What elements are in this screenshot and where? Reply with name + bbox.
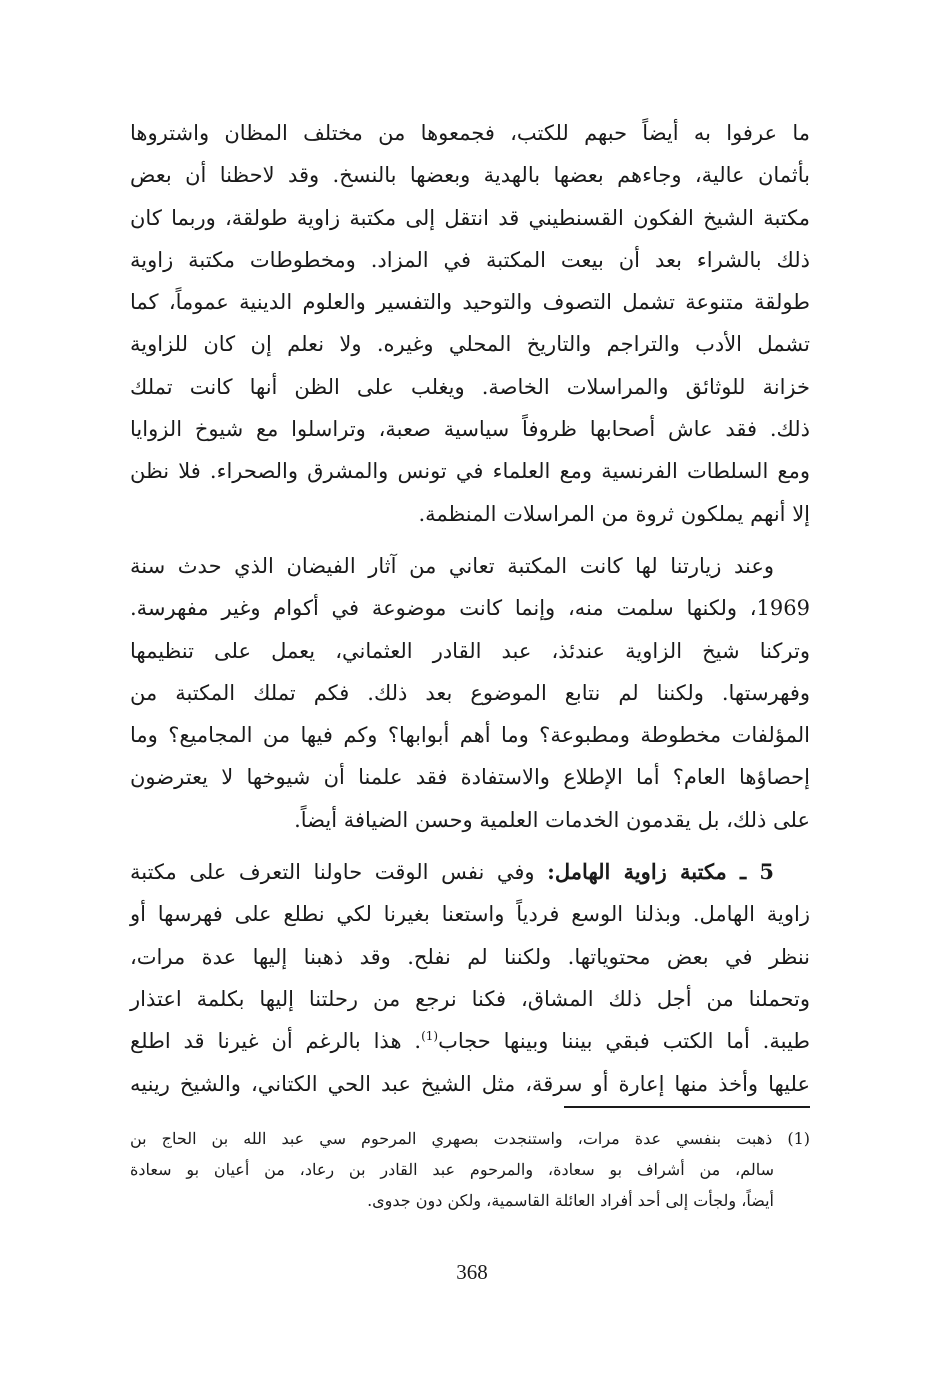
text-line: إلا أنهم يملكون ثروة من المراسلات المنظمة. xyxy=(418,501,810,526)
note-line-before: طيبة. أما الكتب فبقي بيننا وبينها حجاب xyxy=(438,1029,810,1054)
text-line: وتحملنا من أجل ذلك المشاق، فكنا نرجع من رحلتنا إليها بكلمة اعتذار xyxy=(130,986,810,1011)
paragraph-3 xyxy=(130,851,810,1105)
paragraph-2 xyxy=(130,545,810,841)
footnote-reference[interactable]: (1) xyxy=(421,1029,439,1044)
text-line: وتركنا شيخ الزاوية عندئذ، عبد القادر العثماني، يعمل على تنظيمها xyxy=(130,638,810,663)
text-line: عليها وأخذ منها إعارة أو سرقة، مثل الشيخ عبد الحي الكتاني، والشيخ رينيه xyxy=(130,1071,810,1096)
text-line: ذلك بالشراء بعد أن بيعت المكتبة في المزاد. ومخطوطات مكتبة زاوية xyxy=(130,247,810,272)
text-line xyxy=(130,851,810,893)
footnote-block xyxy=(130,1123,810,1216)
text-line: على ذلك، بل يقدمون الخدمات العلمية وحسن الضيافة أيضاً. xyxy=(294,807,810,832)
footnote-line: أيضاً، ولجأت إلى أحد أفراد العائلة القاسمية، ولكن دون جدوى. xyxy=(367,1191,774,1210)
page-body xyxy=(130,112,810,1105)
text-line xyxy=(130,1020,810,1062)
text-line: إحصاؤها العام؟ أما الإطلاع والاستفادة فقد علمنا أن شيوخها لا يعترضون xyxy=(130,765,810,790)
paragraph-gap xyxy=(130,535,810,545)
paragraph-gap xyxy=(130,841,810,851)
footnote-marker: (1) xyxy=(787,1129,810,1148)
note-line-after: . هذا بالرغم أن غيرنا قد اطلع xyxy=(130,1029,422,1054)
text-line: بأثمان عالية، وجاءهم بعضها بالهدية وبعضها بالنسخ. وقد لاحظنا أن بعض xyxy=(130,163,810,188)
text-line: خزانة للوثائق والمراسلات الخاصة. ويغلب على الظن أنها كانت تملك xyxy=(130,374,810,399)
text-line: طولقة متنوعة تشمل التصوف والتوحيد والتفسير والعلوم الدينية عموماً، كما xyxy=(130,290,810,315)
text-line: وعند زيارتنا لها كانت المكتبة تعاني من آثار الفيضان الذي حدث سنة xyxy=(130,553,774,578)
heading-line-rest: وفي نفس الوقت حاولنا التعرف على مكتبة xyxy=(130,860,535,885)
text-line: ذلك. فقد عاش أصحابها ظروفاً سياسية صعبة، وتراسلوا مع شيوخ الزوايا xyxy=(130,417,810,442)
text-line: 1969، ولكنها سلمت منه، وإنما كانت موضوعة في أكوام وغير مفهرسة. xyxy=(130,596,810,621)
footnote-line: سالم، من أشراف بو سعادة، والمرحوم عبد القادر بن رعاد، من أعيان بو سعادة xyxy=(130,1160,774,1179)
text-line: وفهرستها. ولكننا لم نتابع الموضوع بعد ذلك. فكم تملك المكتبة من xyxy=(130,680,810,705)
section-heading: 5 ـ مكتبة زاوية الهامل: xyxy=(547,859,774,885)
text-line: مكتبة الشيخ الفكون القسنطيني قد انتقل إلى مكتبة زاوية طولقة، وربما كان xyxy=(130,205,810,230)
paragraph-1 xyxy=(130,112,810,535)
footnote-text: ذهبت بنفسي عدة مرات، واستنجدت بصهري المرحوم سي عبد الله بن الحاج بن xyxy=(130,1129,773,1148)
text-line: زاوية الهامل. وبذلنا الوسع فردياً واستعنا بغيرنا لكي نطلع على فهرسها أو xyxy=(130,902,810,927)
text-line: ننظر في بعض محتوياتها. ولكننا لم نفلح. وقد ذهبنا إليها عدة مرات، xyxy=(130,944,810,969)
footnote-line xyxy=(130,1123,810,1154)
footnote-separator xyxy=(564,1106,810,1108)
text-line: المؤلفات مخطوطة ومطبوعة؟ وما أهم أبوابها؟ وكم فيها من المجاميع؟ وما xyxy=(130,723,810,748)
text-line: ما عرفوا به أيضاً حبهم للكتب، فجمعوها من مختلف المظان واشتروها xyxy=(130,121,810,145)
page-number: 368 xyxy=(456,1260,488,1284)
text-line: تشمل الأدب والتراجم والتاريخ المحلي وغيره. ولا نعلم إن كان للزاوية xyxy=(130,332,810,357)
text-line: ومع السلطات الفرنسية ومع العلماء في تونس والمشرق والصحراء. فلا نظن xyxy=(130,459,811,484)
